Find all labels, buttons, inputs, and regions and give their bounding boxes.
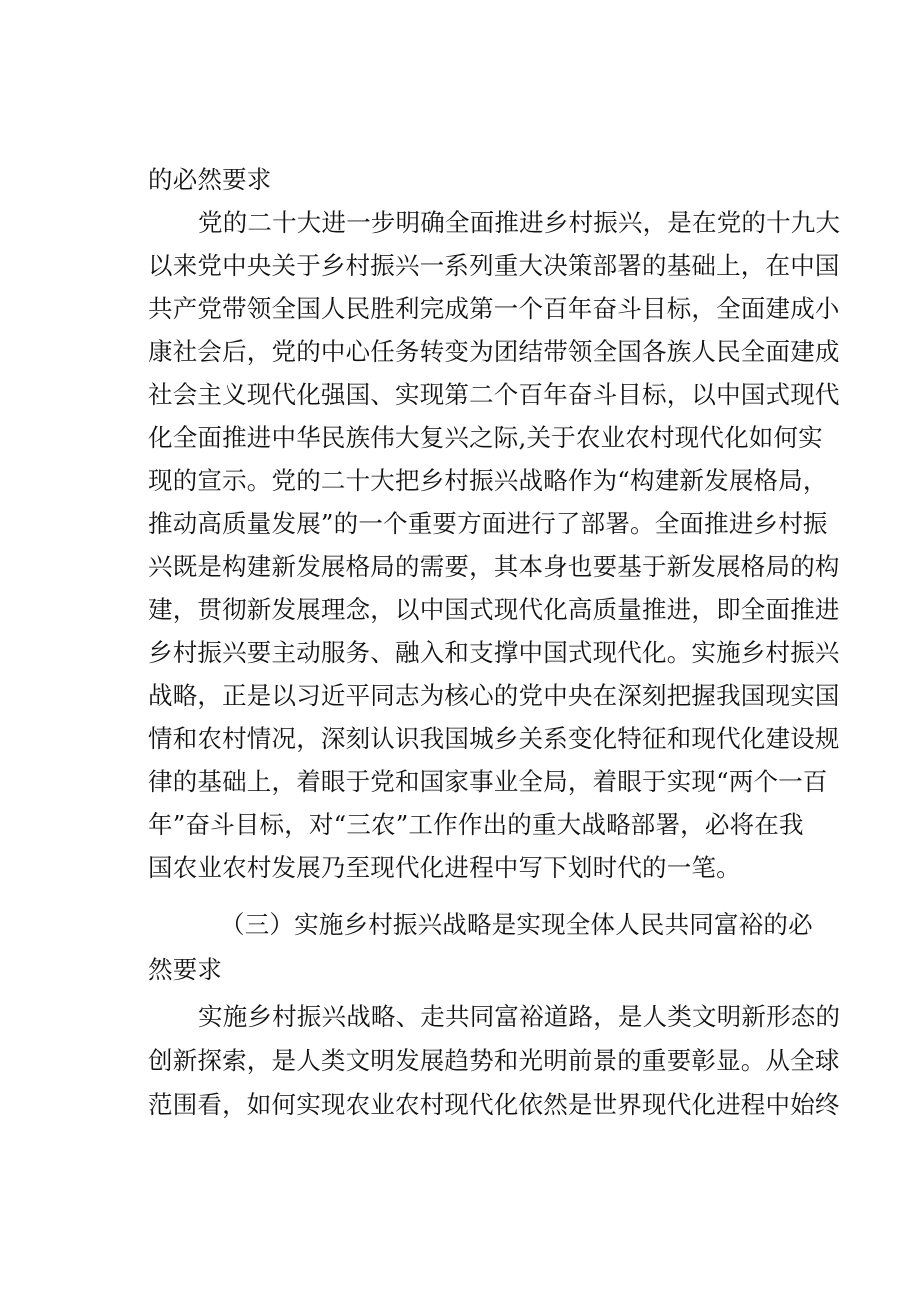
text-line: 化全面推进中华民族伟大复兴之际,关于农业农村现代化如何实: [148, 423, 823, 452]
section-heading-line: （三）实施乡村振兴战略是实现全体人民共同富裕的必: [220, 910, 813, 939]
section-heading-line: 然要求: [148, 955, 223, 984]
text-line: 康社会后，党的中心任务转变为团结带领全国各族人民全面建成: [148, 337, 840, 366]
text-line: 党的二十大进一步明确全面推进乡村振兴，是在党的十九大: [198, 208, 841, 237]
text-line: 现的宣示。党的二十大把乡村振兴战略作为“构建新发展格局，: [148, 466, 828, 495]
text-line: 年”奋斗目标，对“三农”工作作出的重大战略部署，必将在我: [148, 810, 804, 839]
text-line: 范围看，如何实现农业农村现代化依然是世界现代化进程中始终: [148, 1090, 840, 1119]
text-line: 情和农村情况，深刻认识我国城乡关系变化特征和现代化建设规: [148, 724, 840, 753]
text-line: 建，贯彻新发展理念，以中国式现代化高质量推进，即全面推进: [148, 595, 840, 624]
text-line: 以来党中央关于乡村振兴一系列重大决策部署的基础上，在中国: [148, 251, 840, 280]
text-line: 实施乡村振兴战略、走共同富裕道路，是人类文明新形态的: [198, 1002, 841, 1031]
text-line: 战略，正是以习近平同志为核心的党中央在深刻把握我国现实国: [148, 681, 840, 710]
text-line: 共产党带领全国人民胜利完成第一个百年奋斗目标，全面建成小: [148, 294, 840, 323]
text-line: 乡村振兴要主动服务、融入和支撑中国式现代化。实施乡村振兴: [148, 638, 840, 667]
text-line: 推动高质量发展”的一个重要方面进行了部署。全面推进乡村振: [148, 509, 828, 538]
text-line: 国农业农村发展乃至现代化进程中写下划时代的一笔。: [148, 853, 741, 882]
text-line: 兴既是构建新发展格局的需要，其本身也要基于新发展格局的构: [148, 552, 840, 581]
text-line: 社会主义现代化强国、实现第二个百年奋斗目标，以中国式现代: [148, 380, 840, 409]
text-line: 创新探索，是人类文明发展趋势和光明前景的重要彰显。从全球: [148, 1046, 840, 1075]
text-line: 的必然要求: [148, 165, 272, 194]
text-line: 律的基础上，着眼于党和国家事业全局，着眼于实现“两个一百: [148, 767, 828, 796]
